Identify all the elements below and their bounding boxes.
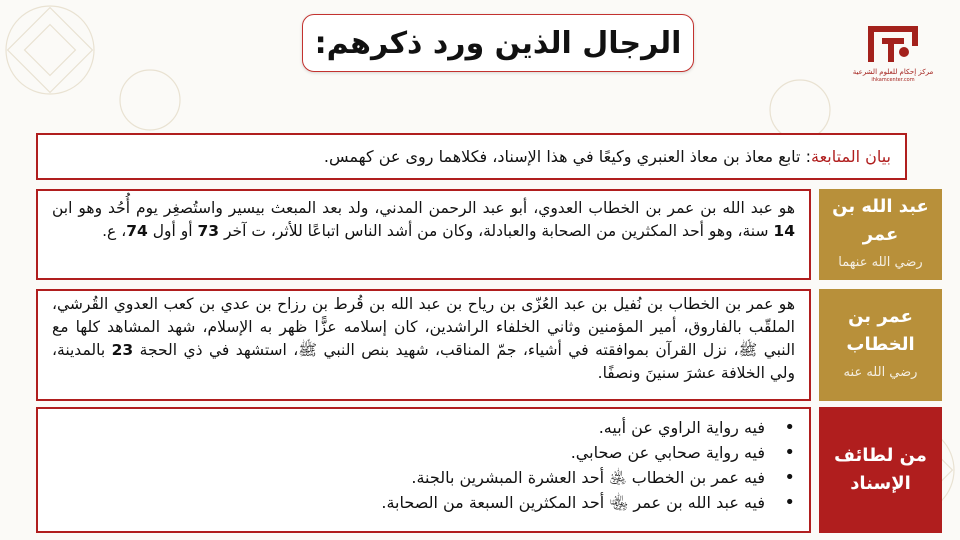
bio-text: هو عبد الله بن عمر بن الخطاب العدوي، أبو عبد الرحمن المدني، ولد بعد المبعث بيسير واستُصغِر يوم أُحُد وهو ابن (52, 199, 795, 217)
age-value: 14 (773, 222, 795, 240)
narrator-bio-ibn-umar (36, 189, 811, 280)
bio-text: بالمدينة، ولي الخلافة عشرَ سنينَ ونصفًا. (52, 341, 795, 382)
logo-subtitle: مركز إحكام للعلوم الشرعية (852, 68, 934, 76)
lataif-label-line2: الإسناد (850, 473, 911, 494)
bio-text: سنة، وهو أحد المكثرين من الصحابة والعبادلة، وكان من أشد الناس اتباعًا للأثر، ت آخر (223, 222, 769, 240)
list-item: • فيه عمر بن الخطاب ﵁ أحد العشرة المبشرين بالجنة. (52, 465, 765, 490)
title-box (302, 14, 694, 72)
bio-text: هو عمر بن الخطاب بن نُفيل بن عبد العُزّى بن رياح بن عبد الله بن قُرط بن رزاح بن عدي بن كعب العدوي القُرشي، الملقّب بالفاروق، أمير المؤمنين وثاني الخلفاء الراشدين، كان إسلامه عزًّا ظهر به الإسلام، شهد المشاهد كلها مع النبي ﷺ، نزل القرآن بموافقته في أشياء، جمّ المناقب، شهيد بنص النبي ﷺ، استشهد في ذي الحجة (52, 295, 795, 359)
page-title: الرجال الذين ورد ذكرهم: (314, 25, 682, 61)
narrator-bio-umar (36, 289, 811, 401)
narrator-name: عبد الله بن عمر (832, 195, 929, 245)
lataif-box (36, 407, 811, 533)
death-year: 23 (111, 341, 134, 359)
logo (852, 22, 934, 92)
mutaba-box (36, 133, 907, 180)
narrator-name-umar (819, 289, 942, 401)
mutaba-text: : تابع معاذ بن معاذ العنبري وكيعًا في هذا الإسناد، فكلاهما روى عن كهمس. (323, 147, 811, 166)
narrator-name-line2: الخطاب (846, 334, 915, 355)
logo-mark-icon (864, 22, 922, 66)
logo-website: ihkamcenter.com (871, 77, 915, 83)
list-item: • فيه عبد الله بن عمر ﵄ أحد المكثرين السبعة من الصحابة. (52, 490, 765, 515)
list-item: • فيه رواية الراوي عن أبيه. (52, 415, 765, 440)
narrator-name-line1: عمر بن (848, 306, 913, 327)
death-year-2: 74 (126, 222, 148, 240)
honorific: رضي الله عنهما (838, 254, 923, 270)
mutaba-label: بيان المتابعة (810, 147, 891, 166)
death-year-1: 73 (197, 222, 220, 240)
narrator-name-ibn-umar (819, 189, 942, 280)
lataif-label (819, 407, 942, 533)
bio-text: ، ع. (102, 222, 127, 240)
lataif-list (52, 415, 795, 515)
honorific: رضي الله عنه (843, 365, 918, 380)
list-item: • فيه رواية صحابي عن صحابي. (52, 440, 765, 465)
bio-text: أو أول (152, 222, 193, 240)
lataif-label-line1: من لطائف (834, 445, 927, 466)
